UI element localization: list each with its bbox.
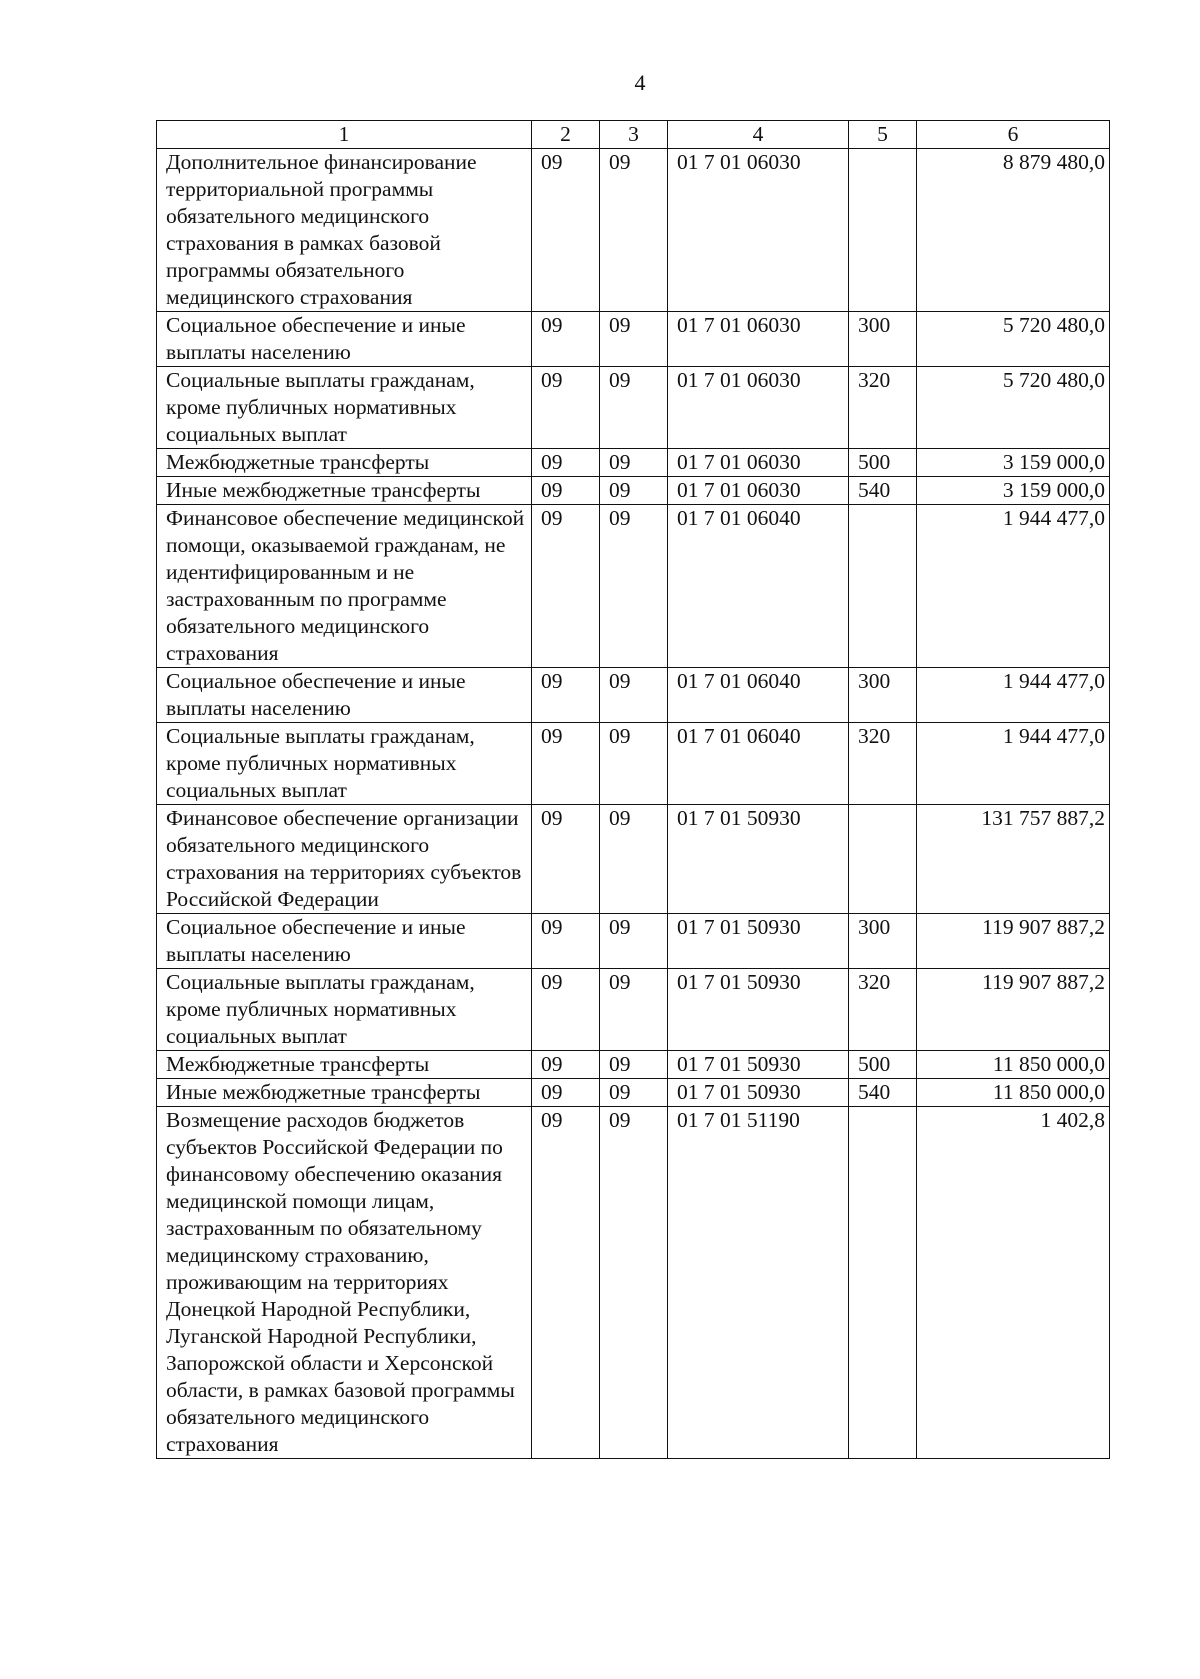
row-target-article: 01 7 01 06030: [668, 449, 849, 477]
row-section: 09: [532, 1079, 600, 1107]
column-header-5: 5: [849, 121, 917, 149]
row-expense-type: 540: [849, 1079, 917, 1107]
row-expense-type: 300: [849, 668, 917, 723]
row-target-article: 01 7 01 06030: [668, 312, 849, 367]
row-target-article: 01 7 01 50930: [668, 969, 849, 1051]
row-amount: 1 402,8: [917, 1107, 1110, 1459]
row-expense-type: [849, 149, 917, 312]
row-amount: 3 159 000,0: [917, 449, 1110, 477]
table-row: [157, 668, 1110, 723]
table-row: [157, 1107, 1110, 1459]
row-amount: 11 850 000,0: [917, 1079, 1110, 1107]
row-expense-type: 320: [849, 723, 917, 805]
row-section: 09: [532, 668, 600, 723]
row-name: Социальные выплаты гражданам, кроме публичных нормативных социальных выплат: [157, 969, 532, 1051]
row-name: Социальные выплаты гражданам, кроме публичных нормативных социальных выплат: [157, 723, 532, 805]
row-section: 09: [532, 969, 600, 1051]
row-target-article: 01 7 01 50930: [668, 1079, 849, 1107]
row-expense-type: [849, 505, 917, 668]
table-row: [157, 1051, 1110, 1079]
row-subsection: 09: [600, 505, 668, 668]
table-row: [157, 1079, 1110, 1107]
row-subsection: 09: [600, 149, 668, 312]
row-name: Возмещение расходов бюджетов субъектов Российской Федерации по финансовому обеспечению оказания медицинской помощи лицам, застрахованным по обязательному медицинскому страхованию, проживающим на территориях Донецкой Народной Республики, Луганской Народной Республики, Запорожской области и Херсонской области, в рамках базовой программы обязательного медицинского страхования: [157, 1107, 532, 1459]
row-target-article: 01 7 01 06030: [668, 477, 849, 505]
row-subsection: 09: [600, 1107, 668, 1459]
row-subsection: 09: [600, 969, 668, 1051]
row-expense-type: [849, 1107, 917, 1459]
row-amount: 1 944 477,0: [917, 723, 1110, 805]
row-amount: 5 720 480,0: [917, 312, 1110, 367]
row-expense-type: 500: [849, 449, 917, 477]
row-name: Финансовое обеспечение организации обязательного медицинского страхования на территориях субъектов Российской Федерации: [157, 805, 532, 914]
row-amount: 8 879 480,0: [917, 149, 1110, 312]
row-amount: 3 159 000,0: [917, 477, 1110, 505]
row-target-article: 01 7 01 06040: [668, 723, 849, 805]
row-section: 09: [532, 449, 600, 477]
row-expense-type: 300: [849, 914, 917, 969]
table-row: [157, 477, 1110, 505]
row-section: 09: [532, 1107, 600, 1459]
row-amount: 119 907 887,2: [917, 914, 1110, 969]
budget-table: [156, 120, 1110, 1459]
row-subsection: 09: [600, 1051, 668, 1079]
row-target-article: 01 7 01 06030: [668, 149, 849, 312]
row-expense-type: 300: [849, 312, 917, 367]
column-header-1: 1: [157, 121, 532, 149]
row-amount: 119 907 887,2: [917, 969, 1110, 1051]
row-section: 09: [532, 149, 600, 312]
row-subsection: 09: [600, 723, 668, 805]
column-header-4: 4: [668, 121, 849, 149]
column-header-6: 6: [917, 121, 1110, 149]
row-subsection: 09: [600, 449, 668, 477]
row-section: 09: [532, 312, 600, 367]
table-row: [157, 449, 1110, 477]
row-subsection: 09: [600, 477, 668, 505]
row-target-article: 01 7 01 50930: [668, 1051, 849, 1079]
row-name: Межбюджетные трансферты: [157, 449, 532, 477]
row-section: 09: [532, 805, 600, 914]
row-expense-type: 320: [849, 367, 917, 449]
row-name: Социальное обеспечение и иные выплаты населению: [157, 312, 532, 367]
row-target-article: 01 7 01 51190: [668, 1107, 849, 1459]
row-name: Социальные выплаты гражданам, кроме публичных нормативных социальных выплат: [157, 367, 532, 449]
row-amount: 11 850 000,0: [917, 1051, 1110, 1079]
page-number: 4: [634, 70, 646, 95]
row-subsection: 09: [600, 668, 668, 723]
table-row: [157, 805, 1110, 914]
row-subsection: 09: [600, 914, 668, 969]
row-target-article: 01 7 01 50930: [668, 914, 849, 969]
row-section: 09: [532, 1051, 600, 1079]
row-subsection: 09: [600, 1079, 668, 1107]
row-target-article: 01 7 01 06040: [668, 505, 849, 668]
row-target-article: 01 7 01 50930: [668, 805, 849, 914]
row-name: Межбюджетные трансферты: [157, 1051, 532, 1079]
row-amount: 1 944 477,0: [917, 668, 1110, 723]
table-row: [157, 312, 1110, 367]
row-name: Социальное обеспечение и иные выплаты населению: [157, 914, 532, 969]
table-row: [157, 367, 1110, 449]
row-target-article: 01 7 01 06040: [668, 668, 849, 723]
row-target-article: 01 7 01 06030: [668, 367, 849, 449]
row-amount: 5 720 480,0: [917, 367, 1110, 449]
table-row: [157, 723, 1110, 805]
row-amount: 131 757 887,2: [917, 805, 1110, 914]
table-row: [157, 969, 1110, 1051]
row-name: Финансовое обеспечение медицинской помощи, оказываемой гражданам, не идентифицированным и не застрахованным по программе обязательного медицинского страхования: [157, 505, 532, 668]
row-expense-type: 500: [849, 1051, 917, 1079]
row-subsection: 09: [600, 312, 668, 367]
row-expense-type: 540: [849, 477, 917, 505]
row-amount: 1 944 477,0: [917, 505, 1110, 668]
table-row: [157, 914, 1110, 969]
row-subsection: 09: [600, 805, 668, 914]
row-name: Иные межбюджетные трансферты: [157, 477, 532, 505]
row-section: 09: [532, 367, 600, 449]
row-section: 09: [532, 914, 600, 969]
column-header-3: 3: [600, 121, 668, 149]
row-name: Социальное обеспечение и иные выплаты населению: [157, 668, 532, 723]
row-subsection: 09: [600, 367, 668, 449]
column-header-2: 2: [532, 121, 600, 149]
table-header-row: [157, 121, 1110, 149]
row-section: 09: [532, 505, 600, 668]
table-row: [157, 149, 1110, 312]
row-section: 09: [532, 723, 600, 805]
table-row: [157, 505, 1110, 668]
row-section: 09: [532, 477, 600, 505]
row-name: Дополнительное финансирование территориальной программы обязательного медицинского страхования в рамках базовой программы обязательного медицинского страхования: [157, 149, 532, 312]
row-expense-type: 320: [849, 969, 917, 1051]
row-name: Иные межбюджетные трансферты: [157, 1079, 532, 1107]
row-expense-type: [849, 805, 917, 914]
